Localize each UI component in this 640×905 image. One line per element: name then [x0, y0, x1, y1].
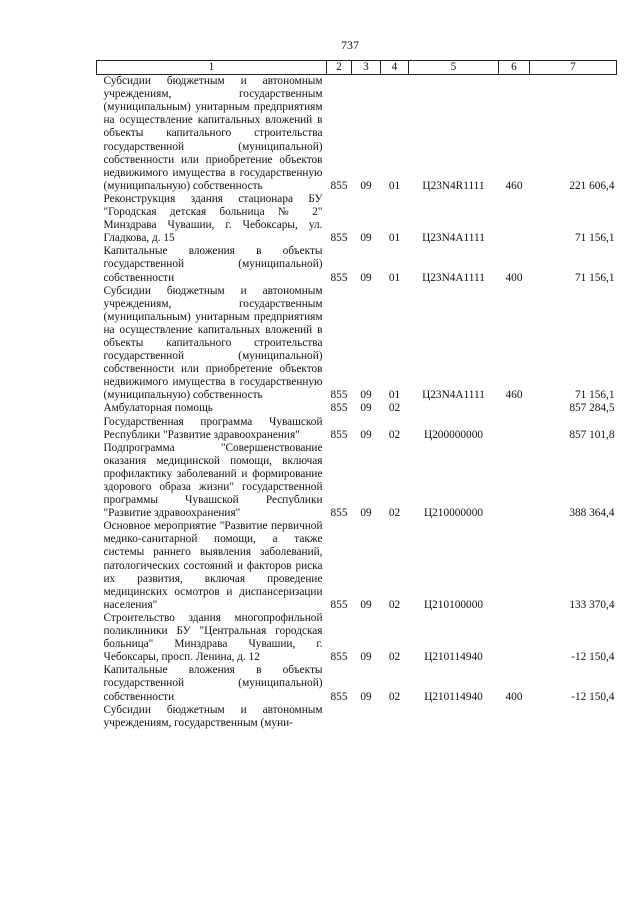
- code-subsection: 01: [388, 179, 401, 192]
- code-ministry: 855: [330, 179, 348, 192]
- row-amount: 221 606,4: [569, 179, 615, 192]
- table-row: [97, 664, 617, 703]
- table-row: [97, 285, 617, 403]
- row-amount: 71 156,1: [574, 271, 615, 284]
- code-target-article: Ц200000000: [424, 428, 483, 441]
- table-row: [97, 193, 617, 245]
- column-header: 4: [381, 61, 409, 75]
- code-subsection: 02: [388, 402, 401, 415]
- row-amount: 71 156,1: [574, 232, 615, 245]
- code-section: 09: [360, 651, 372, 664]
- row-description: Амбулаторная помощь: [103, 402, 213, 415]
- code-subsection: 02: [388, 690, 401, 703]
- table-row: [97, 75, 617, 193]
- code-expense-type: 460: [505, 389, 523, 402]
- row-amount: -12 150,4: [571, 690, 615, 703]
- table-row: [97, 704, 617, 730]
- table-row: [97, 416, 617, 442]
- code-section: [352, 704, 381, 730]
- code-target-article: Ц23N4A1111: [422, 232, 485, 245]
- row-description: Субсидии бюджетным и автономным учреждениям, государственным (муниципальным) унитарным предприятиям на осуществление капитальных вложений в объекты капитального строительства государственной (муниципальной) собственности или приобретение объектов недвижимого имущества в государственную (муниципальную) собственность: [103, 284, 323, 402]
- code-expense-type: 460: [505, 179, 523, 192]
- code-ministry: 855: [330, 271, 348, 284]
- code-ministry: 855: [330, 690, 348, 703]
- row-description: Основное мероприятие "Развитие первичной медико-санитарной помощи, а также системы раннего выявления заболеваний, патологических состояний и факторов риска их развития, включая проведение медицинских осмотров и диспансеризации населения": [103, 520, 323, 611]
- row-description: Капитальные вложения в объекты государственной (муниципальной) собственности: [103, 664, 323, 703]
- row-description: Капитальные вложения в объекты государственной (муниципальной) собственности: [103, 245, 323, 284]
- code-section: 09: [360, 598, 372, 611]
- column-header: 3: [352, 61, 381, 75]
- code-subsection: 02: [388, 507, 401, 520]
- table-row: [97, 402, 617, 415]
- row-amount: [530, 704, 617, 730]
- row-description: Строительство здания многопрофильной поликлиники БУ "Центральная городская больница" Минздрава Чувашии, г. Чебоксары, просп. Ленина, д. 12: [103, 611, 323, 664]
- column-header: 7: [530, 61, 617, 75]
- code-target-article: [409, 704, 499, 730]
- code-expense-type: [499, 612, 530, 664]
- code-target-article: Ц210000000: [424, 507, 483, 520]
- row-description: Субсидии бюджетным и автономным учреждениям, государственным (муниципальным) унитарным предприятиям на осуществление капитальных вложений в объекты капитального строительства государственной (муниципальной) собственности или приобретение объектов недвижимого имущества в государственную (муниципальную) собственность: [103, 75, 323, 192]
- code-subsection: 01: [388, 389, 401, 402]
- code-section: 09: [360, 507, 372, 520]
- row-description: Субсидии бюджетным и автономным учреждениям, государственным (муни-: [103, 703, 323, 729]
- row-amount: 857 284,5: [569, 402, 615, 415]
- column-header: 6: [499, 61, 530, 75]
- row-amount: 133 370,4: [569, 598, 615, 611]
- row-amount: 71 156,1: [574, 389, 615, 402]
- code-subsection: 02: [388, 651, 401, 664]
- code-subsection: 01: [388, 232, 401, 245]
- code-ministry: 855: [330, 598, 348, 611]
- column-header: 1: [97, 61, 327, 75]
- table-row: [97, 245, 617, 284]
- code-subsection: [381, 704, 409, 730]
- code-section: 09: [360, 402, 372, 415]
- code-target-article: Ц23N4R1111: [422, 179, 485, 192]
- row-amount: 857 101,8: [569, 428, 615, 441]
- table-row: [97, 442, 617, 521]
- code-section: 09: [360, 179, 372, 192]
- code-ministry: 855: [330, 232, 348, 245]
- code-expense-type: [499, 704, 530, 730]
- code-expense-type: [499, 402, 530, 415]
- code-expense-type: [499, 442, 530, 521]
- code-target-article: Ц23N4A1111: [422, 271, 485, 284]
- code-ministry: [327, 704, 352, 730]
- code-ministry: 855: [330, 402, 348, 415]
- code-expense-type: 400: [505, 271, 523, 284]
- code-expense-type: [499, 193, 530, 245]
- code-target-article: Ц210100000: [424, 598, 483, 611]
- code-expense-type: 400: [505, 690, 523, 703]
- code-subsection: 01: [388, 271, 401, 284]
- table-row: [97, 520, 617, 612]
- row-description: Подпрограмма "Совершенствование оказания медицинской помощи, включая профилактику заболеваний и формирование здорового образа жизни" государственной программы Чувашской Республики "Развитие здравоохранения": [103, 441, 323, 520]
- table-row: [97, 612, 617, 664]
- code-target-article: Ц210114940: [424, 690, 483, 703]
- code-section: 09: [360, 271, 372, 284]
- row-amount: -12 150,4: [571, 651, 615, 664]
- code-section: 09: [360, 690, 372, 703]
- table-header-row: [97, 61, 617, 75]
- row-description: Реконструкция здания стационара БУ "Городская детская больница № 2" Минздрава Чувашии, г. Чебоксары, ул. Гладкова, д. 15: [103, 192, 323, 245]
- budget-table: [96, 60, 616, 730]
- code-target-article: Ц210114940: [424, 651, 483, 664]
- code-expense-type: [499, 520, 530, 612]
- code-expense-type: [499, 416, 530, 442]
- page-number: 737: [341, 38, 359, 52]
- code-subsection: 02: [388, 428, 401, 441]
- code-ministry: 855: [330, 507, 348, 520]
- column-header: 2: [327, 61, 352, 75]
- code-section: 09: [360, 428, 372, 441]
- column-header: 5: [409, 61, 499, 75]
- code-ministry: 855: [330, 651, 348, 664]
- row-description: Государственная программа Чувашской Республики "Развитие здравоохранения": [103, 415, 323, 441]
- code-ministry: 855: [330, 428, 348, 441]
- code-target-article: Ц23N4A1111: [422, 389, 485, 402]
- code-section: 09: [360, 232, 372, 245]
- code-subsection: 02: [388, 598, 401, 611]
- code-ministry: 855: [330, 389, 348, 402]
- code-section: 09: [360, 389, 372, 402]
- code-target-article: [409, 402, 499, 415]
- row-amount: 388 364,4: [569, 507, 615, 520]
